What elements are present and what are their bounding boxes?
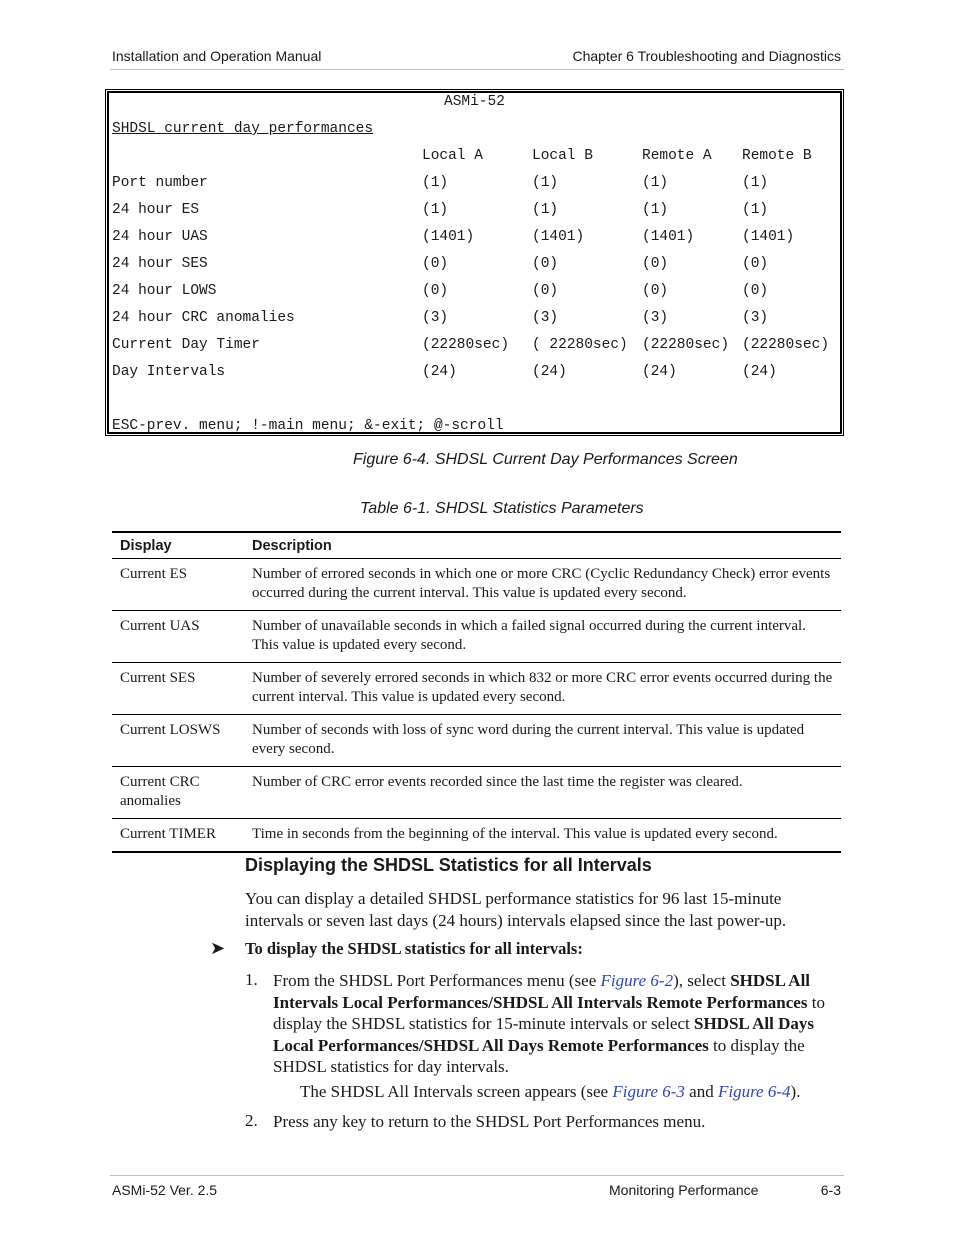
screen-cell: (1) <box>742 175 769 191</box>
screen-cell: (1) <box>532 202 559 218</box>
screen-cell: (24) <box>642 364 677 380</box>
running-header-left: Installation and Operation Manual <box>112 48 322 64</box>
result-text-part: The SHDSL All Intervals screen appears (see <box>300 1082 613 1101</box>
slash: / <box>418 1035 424 1055</box>
terminal-screen-inner <box>108 92 841 433</box>
screen-row-label: 24 hour ES <box>112 202 200 218</box>
table-cell-display: Current SES <box>120 670 196 686</box>
slash: / <box>488 992 494 1012</box>
table-cell-display: Current ES <box>120 566 188 582</box>
step-1-text-part: to display the SHDSL statistics for 15-minute intervals or select <box>273 992 825 1033</box>
result-text-part: and <box>684 1082 718 1101</box>
header-rule <box>110 69 844 70</box>
table-cell-description: Number of errored seconds in which one or more CRC (Cyclic Redundancy Check) error events occurred during the current interval. This value is updated every second. <box>252 566 831 601</box>
screen-cell: ( 22280sec) <box>532 337 628 353</box>
table-row <box>112 559 841 611</box>
screen-cell: (3) <box>742 310 769 326</box>
table-row <box>112 715 841 767</box>
figure-caption: Figure 6-4. SHDSL Current Day Performances Screen <box>353 451 738 468</box>
screen-title: ASMi-52 <box>444 94 505 110</box>
running-header-right: Chapter 6 Troubleshooting and Diagnostics <box>572 48 841 64</box>
screen-cell: (22280sec) <box>422 337 510 353</box>
col-header-local-a: Local A <box>422 148 483 164</box>
table-row <box>112 767 841 819</box>
screen-row-label: 24 hour SES <box>112 256 208 272</box>
menu-option-all-days-local: SHDSL All Days Local Performances <box>273 1014 814 1055</box>
screen-cell: (1401) <box>642 229 695 245</box>
col-header-remote-b: Remote B <box>742 148 812 164</box>
step-number: 2. <box>245 1111 258 1130</box>
col-header-local-b: Local B <box>532 148 593 164</box>
col-header-remote-a: Remote A <box>642 148 712 164</box>
screen-cell: (24) <box>742 364 777 380</box>
screen-cell: (0) <box>642 283 669 299</box>
table-cell-description: Number of CRC error events recorded since the last time the register was cleared. <box>252 774 743 790</box>
section-intro: You can display a detailed SHDSL performance statistics for 96 last 15-minute intervals or seven last days (24 hours) intervals elapsed since the last power-up. <box>245 889 787 930</box>
table-header-description: Description <box>252 538 332 554</box>
table-row <box>112 819 841 853</box>
table-cell-display: Current CRC anomalies <box>120 774 200 809</box>
table-row <box>112 611 841 663</box>
terminal-screen <box>105 89 844 436</box>
screen-cell: (0) <box>532 256 559 272</box>
screen-cell: (22280sec) <box>642 337 730 353</box>
procedure-arrow-icon: ➤ <box>210 938 226 958</box>
step-1-result <box>300 1081 840 1103</box>
step-number: 1. <box>245 970 258 989</box>
screen-cell: (0) <box>422 283 449 299</box>
figure-6-2-link[interactable]: Figure 6-2 <box>600 971 674 990</box>
step-1-text-part: ), select <box>673 971 731 990</box>
screen-cell: (1401) <box>422 229 475 245</box>
screen-cell: (3) <box>642 310 669 326</box>
step-2-text: Press any key to return to the SHDSL Port Performances menu. <box>273 1112 706 1131</box>
table-cell-description: Number of severely errored seconds in which 832 or more CRC error events occurred during the current interval. This value is updated every second. <box>252 670 833 705</box>
table-header-display: Display <box>120 538 172 554</box>
menu-option-all-intervals-local: SHDSL All Intervals Local Performances <box>273 971 811 1012</box>
table-cell-display: Current LOSWS <box>120 722 221 738</box>
table-cell-description: Time in seconds from the beginning of the interval. This value is updated every second. <box>252 826 778 842</box>
screen-cell: (1) <box>422 175 449 191</box>
screen-row-label: 24 hour CRC anomalies <box>112 310 295 326</box>
screen-cell: (22280sec) <box>742 337 830 353</box>
screen-cell: (3) <box>532 310 559 326</box>
screen-cell: (0) <box>742 256 769 272</box>
screen-row-label: Day Intervals <box>112 364 226 380</box>
table-cell-display: Current TIMER <box>120 826 216 842</box>
screen-cell: (3) <box>422 310 449 326</box>
figure-6-4-link[interactable]: Figure 6-4 <box>717 1082 791 1101</box>
screen-cell: (1401) <box>742 229 795 245</box>
screen-cell: (0) <box>642 256 669 272</box>
footer-product: ASMi-52 Ver. 2.5 <box>112 1182 218 1198</box>
step-1-text-part: to display the SHDSL statistics for day intervals. <box>273 1035 805 1076</box>
screen-cell: (1) <box>642 202 669 218</box>
screen-cell: (1) <box>532 175 559 191</box>
table-cell-description: Number of unavailable seconds in which a failed signal occurred during the current interval. This value is updated every second. <box>252 618 806 653</box>
footer-section: Monitoring Performance <box>609 1182 759 1198</box>
screen-cell: (1) <box>742 202 769 218</box>
screen-footer-keys: ESC-prev. menu; !-main menu; &-exit; @-scroll <box>112 418 504 434</box>
screen-cell: (1401) <box>532 229 585 245</box>
screen-subtitle: SHDSL current day performances <box>112 121 374 137</box>
table-header-row <box>112 532 841 559</box>
screen-cell: (0) <box>742 283 769 299</box>
footer-page-number: 6-3 <box>820 1182 841 1198</box>
footer-rule <box>110 1175 844 1176</box>
section-heading: Displaying the SHDSL Statistics for all Intervals <box>245 855 652 875</box>
screen-cell: (1) <box>642 175 669 191</box>
menu-option-all-intervals-remote: SHDSL All Intervals Remote Performances <box>493 992 808 1012</box>
screen-cell: (24) <box>422 364 457 380</box>
screen-row-label: Port number <box>112 175 208 191</box>
menu-option-all-days-remote: SHDSL All Days Remote Performances <box>423 1035 709 1055</box>
figure-6-3-link[interactable]: Figure 6-3 <box>612 1082 685 1101</box>
step-1-text <box>273 970 839 1078</box>
table-row <box>112 663 841 715</box>
screen-cell: (1) <box>422 202 449 218</box>
result-text-part: ). <box>790 1082 801 1101</box>
parameters-table <box>112 531 841 853</box>
table-cell-display: Current UAS <box>120 618 200 634</box>
screen-row-label: 24 hour LOWS <box>112 283 217 299</box>
screen-cell: (0) <box>532 283 559 299</box>
step-1-text-part: From the SHDSL Port Performances menu (see <box>273 971 601 990</box>
screen-cell: (0) <box>422 256 449 272</box>
procedure-heading: To display the SHDSL statistics for all intervals: <box>245 939 583 958</box>
screen-row-label: 24 hour UAS <box>112 229 208 245</box>
table-cell-description: Number of seconds with loss of sync word during the current interval. This value is updated every second. <box>252 722 805 757</box>
screen-row-label: Current Day Timer <box>112 337 260 353</box>
table-caption: Table 6-1. SHDSL Statistics Parameters <box>360 500 644 517</box>
screen-cell: (24) <box>532 364 567 380</box>
